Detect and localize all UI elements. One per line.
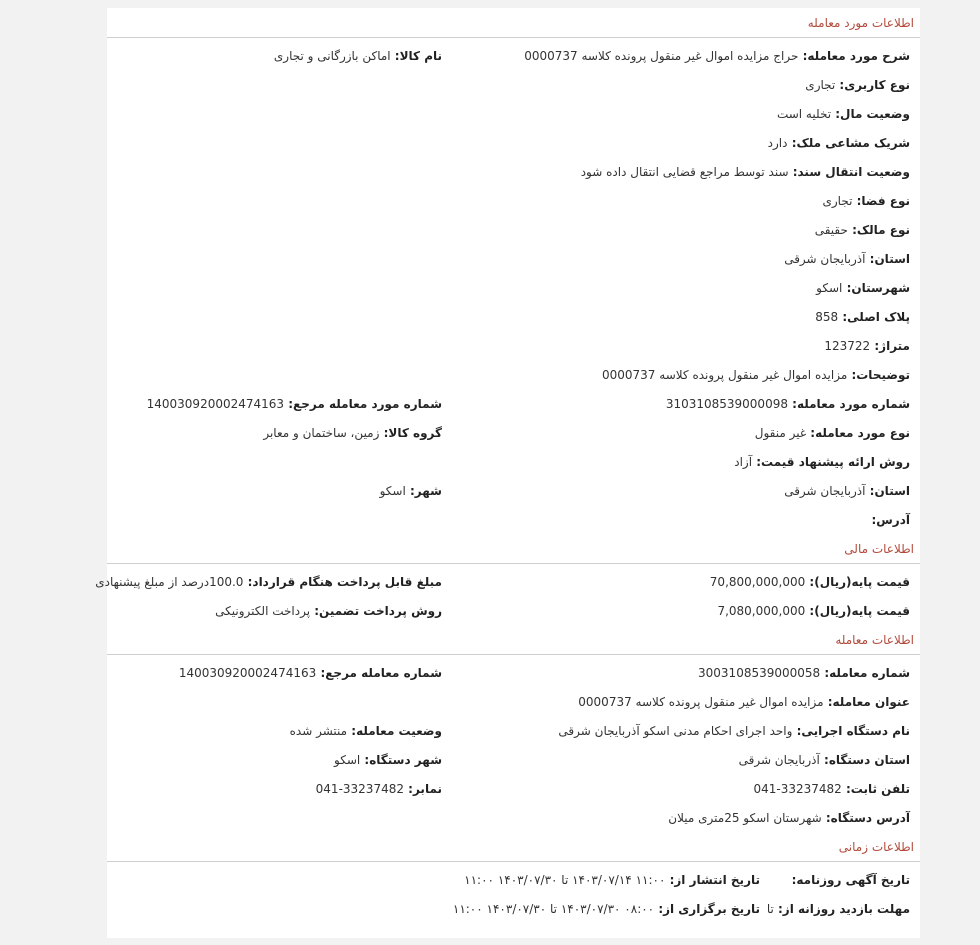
item-number-value: 3103108539000098 [665,397,788,411]
row-base-price-2 [107,597,910,626]
row-item-type [107,419,910,448]
goods-group-label: گروه کالا: [383,426,442,440]
partner-value: دارد [767,136,788,150]
address-label: آدرس: [871,513,910,527]
area-label: متراژ: [874,339,910,353]
publish-date-label: تاریخ انتشار از: [669,873,760,887]
offer-method-label: روش ارائه پیشنهاد قیمت: [756,455,910,469]
row-base-price [95,568,910,597]
plate-label: پلاک اصلی: [842,310,910,324]
guarantee-value: پرداخت الکترونیکی [215,604,311,618]
province2-value: آذربایجان شرقی [784,484,866,498]
row-visit-hold [107,895,910,924]
usage-value: تجاری [805,78,836,92]
section-deal-info-title: اطلاعات مورد معامله [807,16,914,30]
visit-deadline-value: تا [766,902,774,916]
area-value: 123722 [824,339,871,353]
deal-number-label: شماره معامله: [824,666,910,680]
space-label: نوع فضا: [856,194,910,208]
org-city-value: اسکو [334,753,361,767]
newspaper-date-label: تاریخ آگهی روزنامه: [791,873,910,887]
row-transfer [107,158,910,187]
goods-name-value: اماکن بازرگانی و تجاری [273,49,391,63]
ref-item-number-value: 140030920002474163 [146,397,285,411]
org-name-value: واحد اجرای احکام مدنی اسکو آذربایجان شرقی [558,724,793,738]
row-plate [107,303,910,332]
fax-label: نمابر: [408,782,442,796]
description-label: شرح مورد معامله: [802,49,910,63]
base-price2-value: 7,080,000,000 [717,604,806,618]
deal-info-rows [107,42,920,535]
section-financial-title: اطلاعات مالی [844,542,914,556]
row-usage [107,71,910,100]
hold-date-label: تاریخ برگزاری از: [658,902,760,916]
row-area [107,332,910,361]
row-deal-title [107,688,910,717]
row-notes [107,361,910,390]
row-space [107,187,910,216]
org-address-label: آدرس دستگاه: [825,811,910,825]
status-label: وضعیت مال: [835,107,910,121]
description-value: حراج مزایده اموال غیر منقول پرونده کلاسه 0000737 [524,49,799,63]
row-partner [107,129,910,158]
section-timing-title: اطلاعات زمانی [838,840,914,854]
owner-value: حقیقی [814,223,848,237]
goods-group-value: زمین، ساختمان و معابر [263,426,380,440]
notes-value: مزایده اموال غیر منقول پرونده کلاسه 0000737 [602,368,848,382]
phone-value: 33237482-041 [753,782,842,796]
visit-deadline-label: مهلت بازدید روزانه از: [778,902,910,916]
row-status [107,100,910,129]
base-price2-label: قیمت پایه(ریال): [809,604,910,618]
row-offer-method [107,448,910,477]
transfer-label: وضعیت انتقال سند: [792,165,910,179]
row-county [107,274,910,303]
province-value: آذربایجان شرقی [784,252,866,266]
row-owner [107,216,910,245]
item-number-label: شماره مورد معامله: [792,397,910,411]
org-province-label: استان دستگاه: [824,753,910,767]
offer-method-value: آزاد [734,455,753,469]
row-org-province [107,746,910,775]
goods-name-label: نام کالا: [394,49,442,63]
fax-value: 33237482-041 [315,782,404,796]
row-province [107,245,910,274]
partner-label: شریک مشاعی ملک: [791,136,910,150]
org-province-value: آذربایجان شرقی [738,753,820,767]
county-label: شهرستان: [846,281,910,295]
deal-title-label: عنوان معامله: [827,695,910,709]
payable-value: 100.0درصد از مبلغ پیشنهادی [95,575,244,589]
space-value: تجاری [822,194,853,208]
province-label: استان: [869,252,910,266]
financial-rows [95,568,920,626]
row-item-number [107,390,910,419]
timing-rows [107,866,920,924]
row-org-address [107,804,910,833]
hold-date-value: ۰۸:۰۰ ۱۴۰۳/۰۷/۳۰ تا ۱۴۰۳/۰۷/۳۰ ۱۱:۰۰ [452,902,655,916]
notes-label: توضیحات: [851,368,910,382]
item-type-value: غیر منقول [754,426,807,440]
row-newspaper-publish [107,866,910,895]
row-phone [107,775,910,804]
deal-title-value: مزایده اموال غیر منقول پرونده کلاسه 0000737 [578,695,824,709]
org-name-label: نام دستگاه اجرایی: [796,724,910,738]
plate-value: 858 [815,310,839,324]
province2-label: استان: [869,484,910,498]
deal-status-value: منتشر شده [289,724,348,738]
city-label: شهر: [410,484,442,498]
guarantee-label: روش پرداخت تضمین: [314,604,442,618]
org-address-value: شهرستان اسکو 25متری میلان [668,811,822,825]
status-value: تخلیه است [776,107,832,121]
phone-label: تلفن ثابت: [845,782,910,796]
row-address [107,506,910,535]
base-price-value: 70,800,000,000 [709,575,806,589]
ref-deal-number-label: شماره معامله مرجع: [320,666,442,680]
row-deal-number [107,659,910,688]
deal-status-label: وضعیت معامله: [351,724,442,738]
publish-date-value: ۱۱:۰۰ ۱۴۰۳/۰۷/۱۴ تا ۱۴۰۳/۰۷/۳۰ ۱۱:۰۰ [464,873,666,887]
transfer-value: سند توسط مراجع قضایی انتقال داده شود [580,165,789,179]
owner-label: نوع مالک: [852,223,910,237]
deal-detail-card [95,8,920,938]
ref-deal-number-value: 140030920002474163 [178,666,317,680]
city-value: اسکو [379,484,406,498]
row-description [107,42,910,71]
section-transaction-title: اطلاعات معامله [835,633,914,647]
base-price-label: قیمت پایه(ریال): [809,575,910,589]
row-org [107,717,910,746]
usage-label: نوع کاربری: [839,78,910,92]
transaction-rows [107,659,920,833]
deal-number-value: 3003108539000058 [698,666,821,680]
payable-label: مبلغ قابل پرداخت هنگام قرارداد: [247,575,442,589]
item-type-label: نوع مورد معامله: [810,426,910,440]
county-value: اسکو [816,281,843,295]
ref-item-number-label: شماره مورد معامله مرجع: [288,397,442,411]
org-city-label: شهر دستگاه: [364,753,442,767]
row-province-city [107,477,910,506]
